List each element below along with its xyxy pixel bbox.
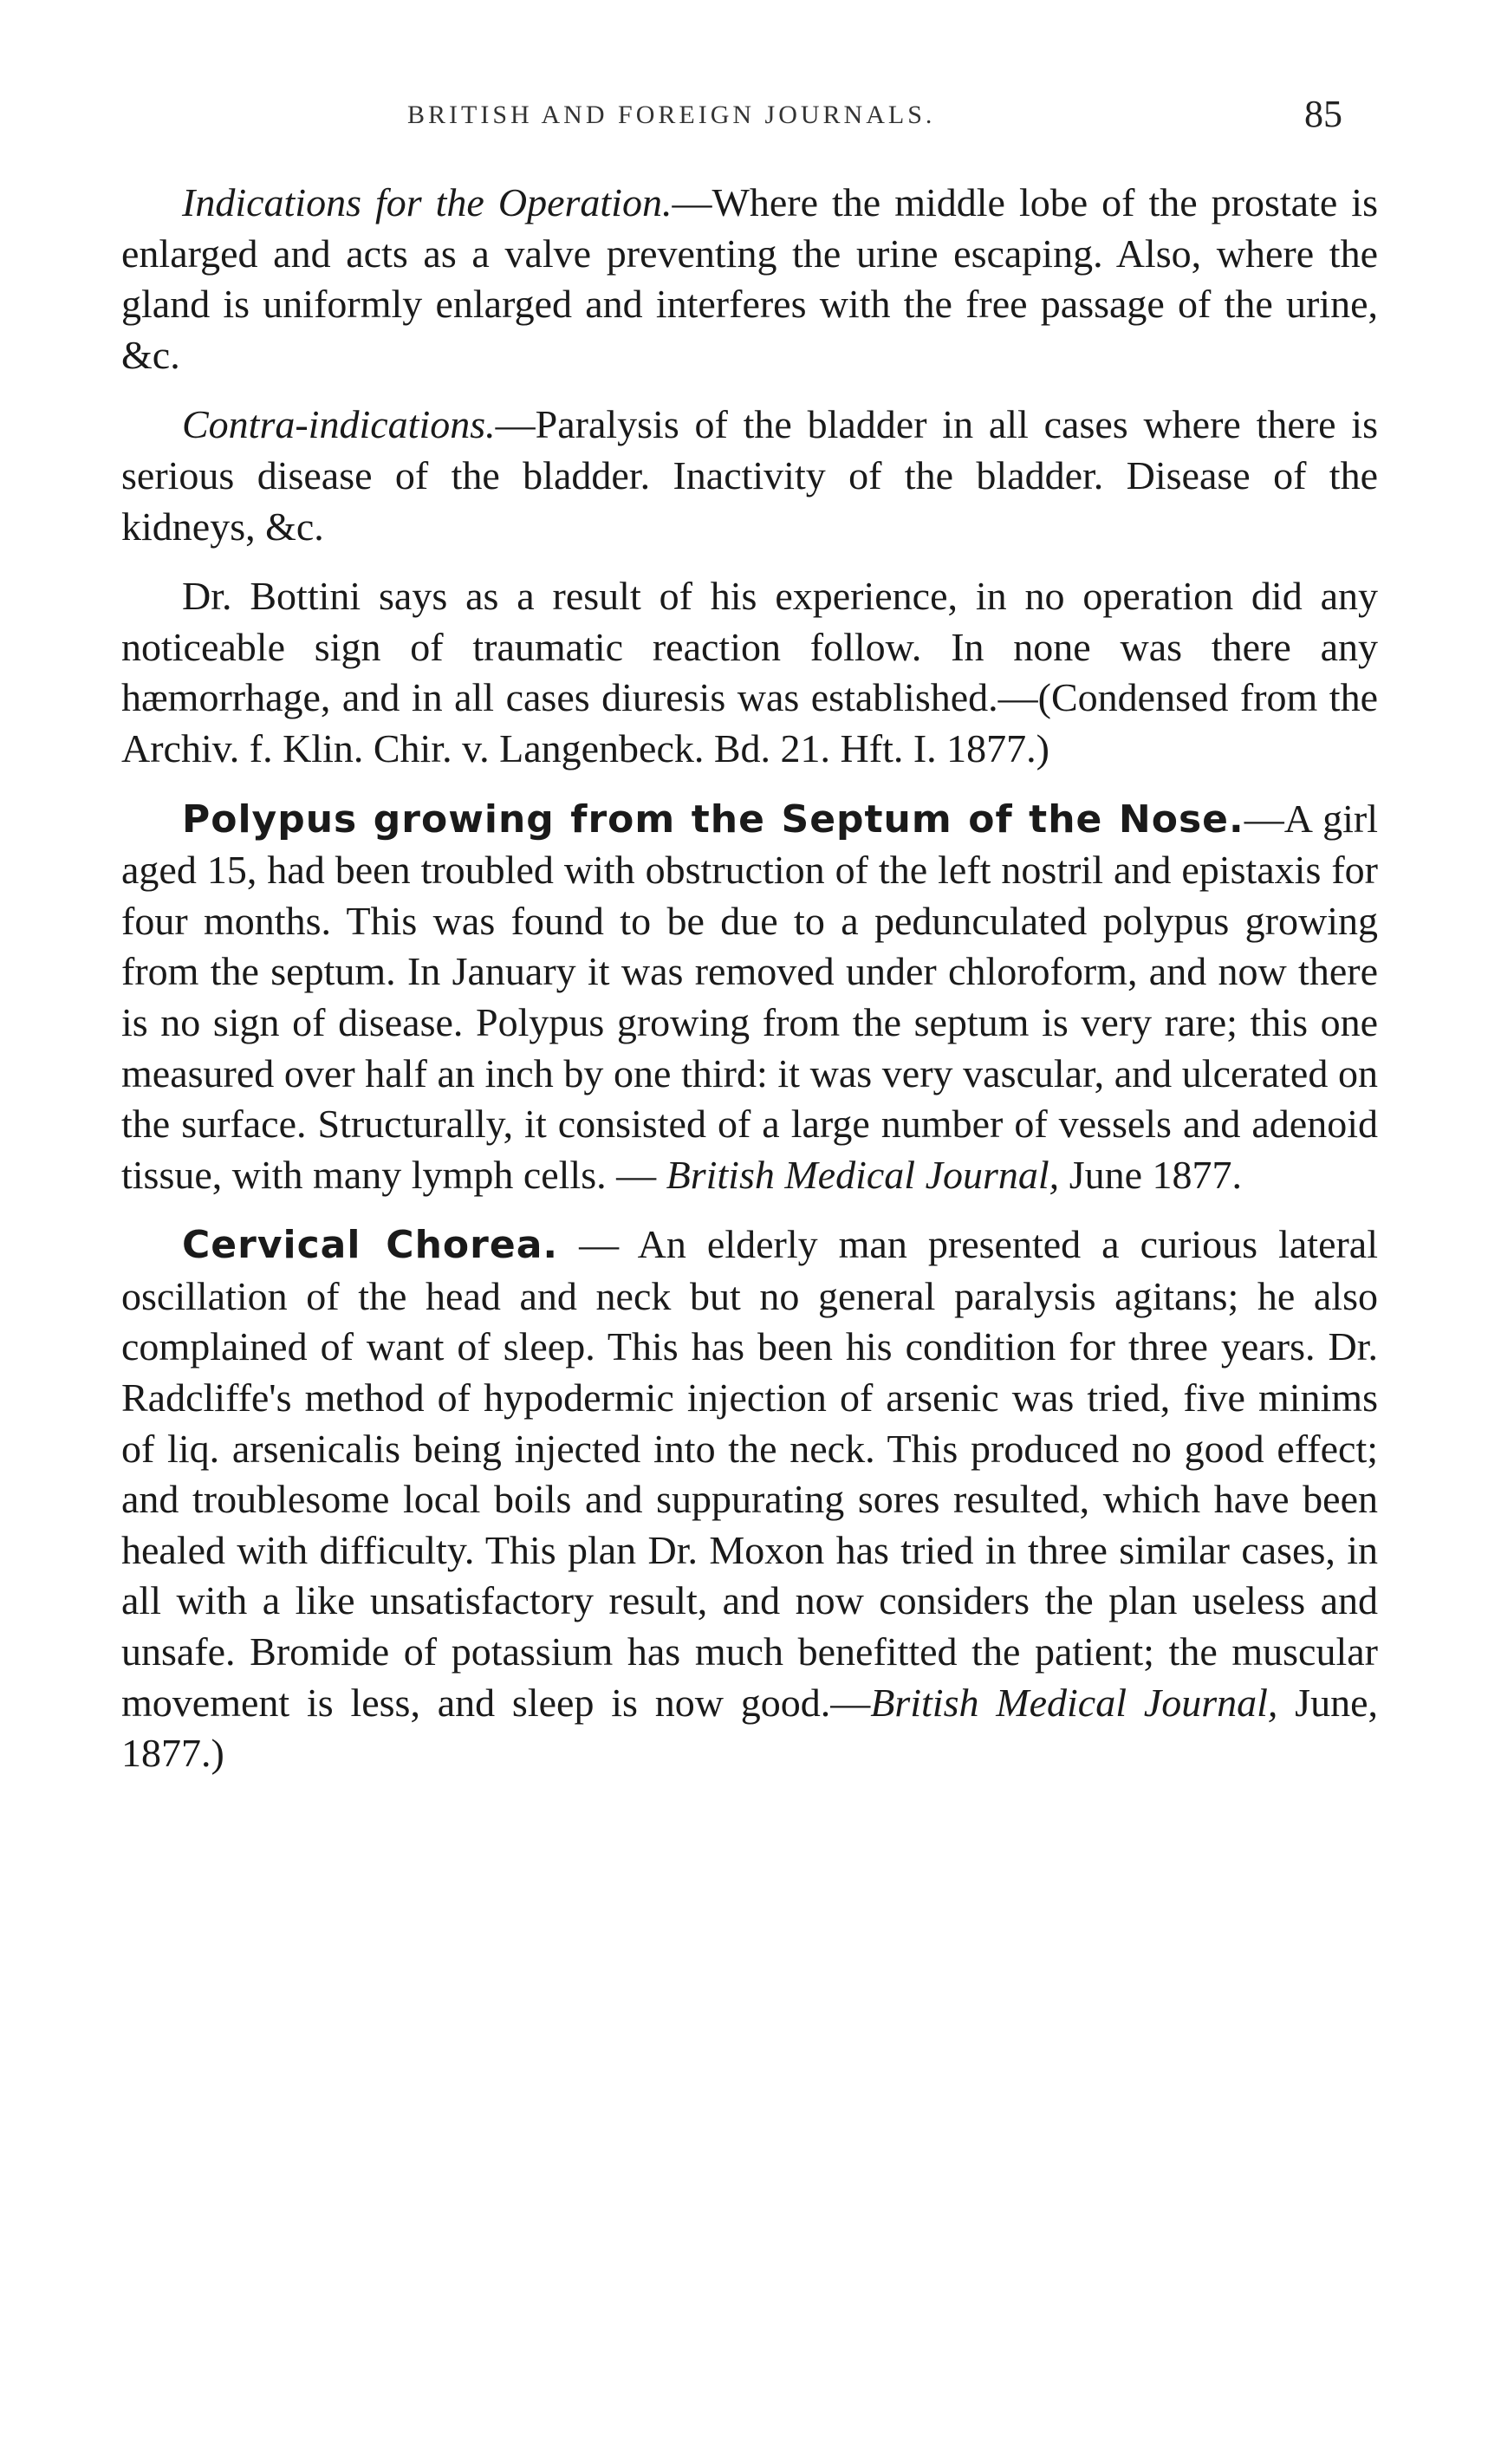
heading-contra-indications: Contra-indications. — [182, 402, 496, 447]
citation-tail-chorea: June, 1877.) — [121, 1680, 1378, 1776]
paragraph-contra-indications — [121, 400, 1378, 552]
page-number: 85 — [1304, 93, 1342, 135]
text-indications: —Where the middle lobe of the prostate is enlarged and acts as a valve preventing the urine escaping. Also, where the gland is uniformly enlarged and interferes with the free passage of the urine, &c. — [121, 180, 1378, 377]
citation-tail-polypus: June 1877. — [1059, 1152, 1243, 1197]
text-polypus: —A girl aged 15, had been troubled with obstruction of the left nostril and epistaxis for four months. This was found to be due to a pedunculated polypus growing from the septum. In January it was removed under chloroform, and now there is no sign of disease. Polypus growing from the septum is very rare; this one measured over half an inch by one third: it was very vascular, and ulcerated on the surface. Structurally, it consisted of a large number of vessels and adenoid tissue, with many lymph cells. — — [121, 796, 1378, 1197]
running-title: BRITISH AND FOREIGN JOURNALS. — [407, 101, 936, 129]
article-body — [121, 178, 1378, 1779]
running-head — [0, 87, 1488, 139]
citation-chorea: British Medical Journal, — [870, 1680, 1278, 1725]
text-chorea: — An elderly man presented a curious lateral oscillation of the head and neck but no general paralysis agitans; he also complained of want of sleep. This has been his condition for three years. Dr. Radcliffe's method of hypodermic injection of arsenic was tried, five minims of liq. arsenicalis being injected into the neck. This produced no good effect; and troublesome local boils and suppurating sores resulted, which have been healed with difficulty. This plan Dr. Moxon has tried in three similar cases, in all with a like unsatisfactory result, and now considers the plan useless and unsafe. Bromide of potassium has much benefitted the patient; the muscular movement is less, and sleep is now good.— — [121, 1222, 1379, 1725]
heading-polypus: Polypus growing from the Septum of the Nose. — [182, 796, 1244, 842]
citation-polypus: British Medical Journal, — [666, 1152, 1060, 1197]
paragraph-chorea — [121, 1219, 1378, 1779]
heading-chorea: Cervical Chorea. — [182, 1223, 559, 1268]
paragraph-indications — [121, 178, 1378, 380]
paragraph-bottini — [121, 571, 1378, 774]
text-bottini: Dr. Bottini says as a result of his experience, in no operation did any noticeable sign of traumatic reaction follow. In none was there any hæmorrhage, and in all cases diuresis was established.—(Condensed from the Archiv. f. Klin. Chir. v. Langenbeck. Bd. 21. Hft. I. 1877.) — [121, 574, 1378, 770]
paragraph-polypus — [121, 794, 1378, 1201]
heading-indications: Indications for the Operation. — [182, 180, 673, 224]
text-contra-indications: —Paralysis of the bladder in all cases where there is serious disease of the bladder. Inactivity of the bladder. Disease of the kidneys, &c. — [121, 402, 1378, 549]
